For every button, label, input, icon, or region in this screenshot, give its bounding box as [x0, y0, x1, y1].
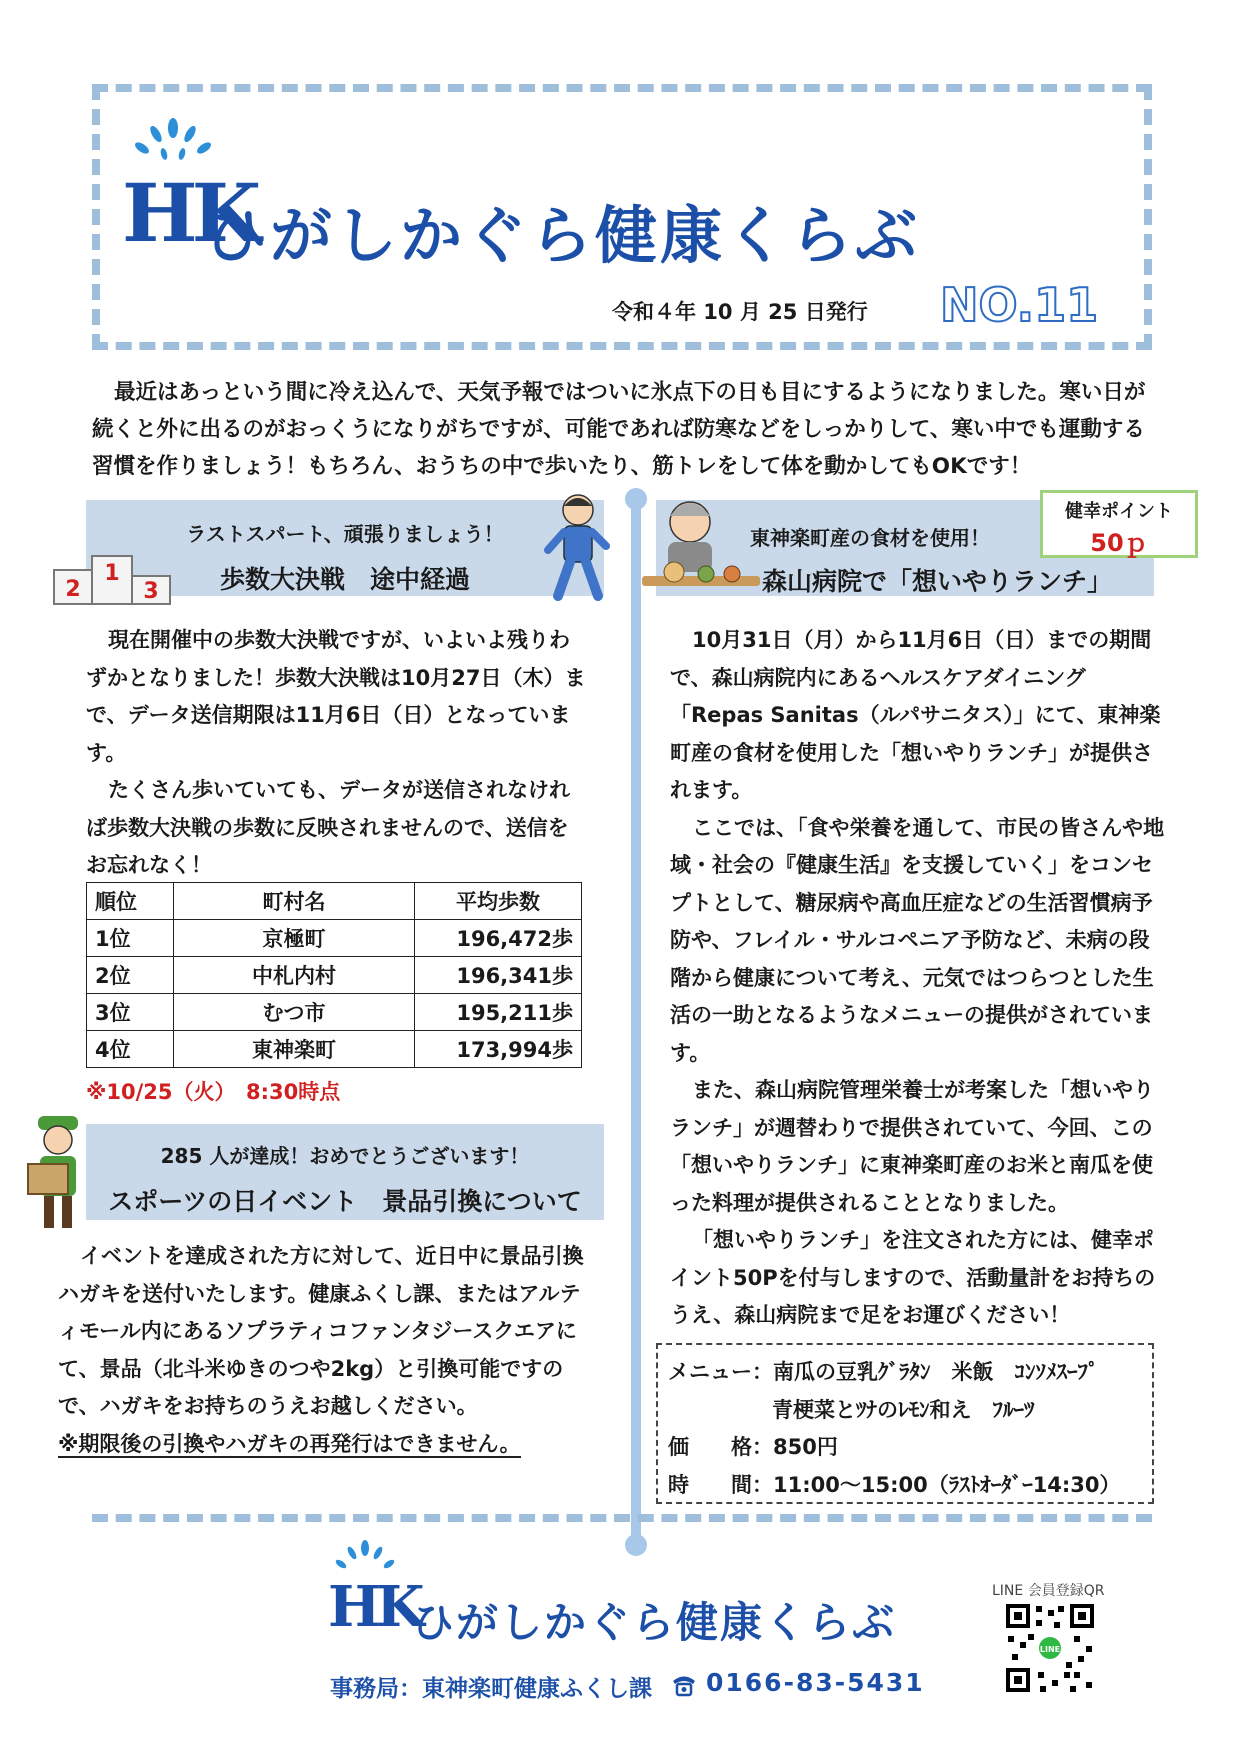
lunch-para-3: また、森山病院管理栄養士が考案した「想いやりランチ」が週替わりで提供されていて、今回、この「想いやりランチ」に東神楽町産のお米と南瓜を使った料理が提供されることとなりました。	[670, 1078, 1154, 1215]
town-cell: 中札内村	[174, 957, 415, 994]
steps-subtitle: ラストスパート、頑張りましょう！	[186, 522, 504, 546]
issue-date: 令和４年 10 月 25 日発行	[612, 300, 868, 324]
steps-cell: 196,341歩	[415, 957, 582, 994]
steps-cell: 173,994歩	[415, 1031, 582, 1068]
menu-label: メニュー：	[668, 1360, 773, 1384]
logo-mark: HK	[122, 166, 256, 260]
ranking-table	[86, 882, 582, 1068]
col-steps: 平均歩数	[415, 883, 582, 920]
lunch-body	[670, 622, 1168, 1335]
footer-logo-mark: HK	[328, 1574, 420, 1640]
steps-cell: 196,472歩	[415, 920, 582, 957]
ranking-note: ※10/25（火） 8:30時点	[86, 1080, 341, 1104]
time-label: 時 間：	[668, 1472, 773, 1497]
qr-label: LINE 会員登録QR	[992, 1583, 1105, 1599]
table-row	[87, 920, 582, 957]
intro-paragraph	[92, 374, 1152, 485]
price-value: 850円	[773, 1435, 838, 1459]
sports-warning: ※期限後の引換やハガキの再発行はできません。	[58, 1431, 521, 1456]
podium-third: 3	[143, 579, 159, 604]
podium-second: 2	[65, 577, 81, 602]
divider-dot-bottom	[625, 1534, 647, 1556]
podium-first: 1	[104, 561, 120, 586]
table-header-row	[87, 883, 582, 920]
steps-title: 歩数大決戦 途中経過	[219, 565, 470, 594]
col-town: 町村名	[174, 883, 415, 920]
health-point-badge	[1040, 490, 1198, 558]
steps-para-2: たくさん歩いていても、データが送信されなければ歩数大決戦の歩数に反映されませんので、送信をお忘れなく！	[86, 778, 570, 877]
line-qr-code[interactable]	[1004, 1602, 1096, 1694]
time-value: 11:00～15:00（ﾗｽﾄｵｰﾀﾞｰ14:30）	[773, 1472, 1121, 1497]
menu-details	[668, 1354, 1148, 1504]
lunch-para-4: 「想いやりランチ」を注文された方には、健幸ポイント50Pを付与しますので、活動量計をお持ちのうえ、森山病院まで足をお運びください！	[670, 1228, 1156, 1327]
rank-cell: 4位	[87, 1031, 174, 1068]
footer-title: ひがしかぐら健康くらぶ	[412, 1598, 897, 1647]
badge-value: 50ｐ	[1090, 529, 1148, 557]
col-rank: 順位	[87, 883, 174, 920]
page-title: ひがしかぐら健康くらぶ	[205, 199, 921, 272]
phone-icon	[670, 1672, 698, 1698]
steps-body	[86, 622, 588, 885]
steps-cell: 195,211歩	[415, 994, 582, 1031]
office-name: 事務局：東神楽町健康ふくし課	[330, 1676, 652, 1702]
rank-cell: 3位	[87, 994, 174, 1031]
lunch-subtitle: 東神楽町産の食材を使用！	[750, 526, 990, 550]
table-row	[87, 1031, 582, 1068]
steps-para-1: 現在開催中の歩数大決戦ですが、いよいよ残りわずかとなりました！歩数大決戦は10月27日（木）まで、データ送信期限は11月6日（日）となっています。	[86, 628, 586, 765]
column-divider	[631, 500, 641, 1545]
rank-cell: 1位	[87, 920, 174, 957]
sports-body	[58, 1238, 588, 1463]
rank-cell: 2位	[87, 957, 174, 994]
town-cell: むつ市	[174, 994, 415, 1031]
phone-number[interactable]: 0166-83-5431	[706, 1668, 925, 1697]
menu-line-1: 南瓜の豆乳ｸﾞﾗﾀﾝ 米飯 ｺﾝｿﾒｽｰﾌﾟ	[773, 1360, 1099, 1384]
qr-badge-text: LINE	[1039, 1645, 1061, 1654]
table-row	[87, 994, 582, 1031]
lunch-title: 森山病院で「想いやりランチ」	[761, 567, 1112, 596]
town-cell: 京極町	[174, 920, 415, 957]
sports-subtitle: 285 人が達成！おめでとうございます！	[160, 1144, 530, 1168]
town-cell: 東神楽町	[174, 1031, 415, 1068]
footer-divider	[92, 1514, 1152, 1522]
issue-number: NO.11	[940, 278, 1099, 332]
lunch-para-1: 10月31日（月）から11月6日（日）までの期間で、森山病院内にあるヘルスケアダイニング「Repas Sanitas（ルパサニタス）」にて、東神楽町産の食材を使用した「想いやりランチ」が提供されます。	[670, 628, 1161, 802]
price-label: 価 格：	[668, 1435, 773, 1459]
intro-text: 最近はあっという間に冷え込んで、天気予報ではついに氷点下の日も目にするようになりました。寒い日が続くと外に出るのがおっくうになりがちですが、可能であれば防寒などをしっかりして、寒い中でも運動する習慣を作りましょう！もちろん、おうちの中で歩いたり、筋トレをして体を動かしてもOKです！	[92, 380, 1146, 479]
lunch-para-2: ここでは、「食や栄養を通して、市民の皆さんや地域・社会の『健康生活』を支援していく」をコンセプトとして、糖尿病や高血圧症などの生活習慣病予防や、フレイル・サルコペニア予防など、未病の段階から健康について考え、元気ではつらつとした生活の一助となるようなメニューの提供がされています。	[670, 815, 1165, 1065]
table-row	[87, 957, 582, 994]
badge-label: 健幸ポイント	[1065, 501, 1173, 522]
menu-line-2: 青梗菜とﾂﾅのﾚﾓﾝ和え ﾌﾙｰﾂ	[772, 1397, 1035, 1422]
sports-title: スポーツの日イベント 景品引換について	[108, 1187, 582, 1216]
delivery-person-icon	[22, 1112, 92, 1232]
sports-para: イベントを達成された方に対して、近日中に景品引換ハガキを送付いたします。健康ふくし課、またはアルティモール内にあるソプラティコファンタジースクエアにて、景品（北斗米ゆきのつや2kg）と引換可能ですので、ハガキをお持ちのうえお越しください。	[58, 1244, 584, 1418]
